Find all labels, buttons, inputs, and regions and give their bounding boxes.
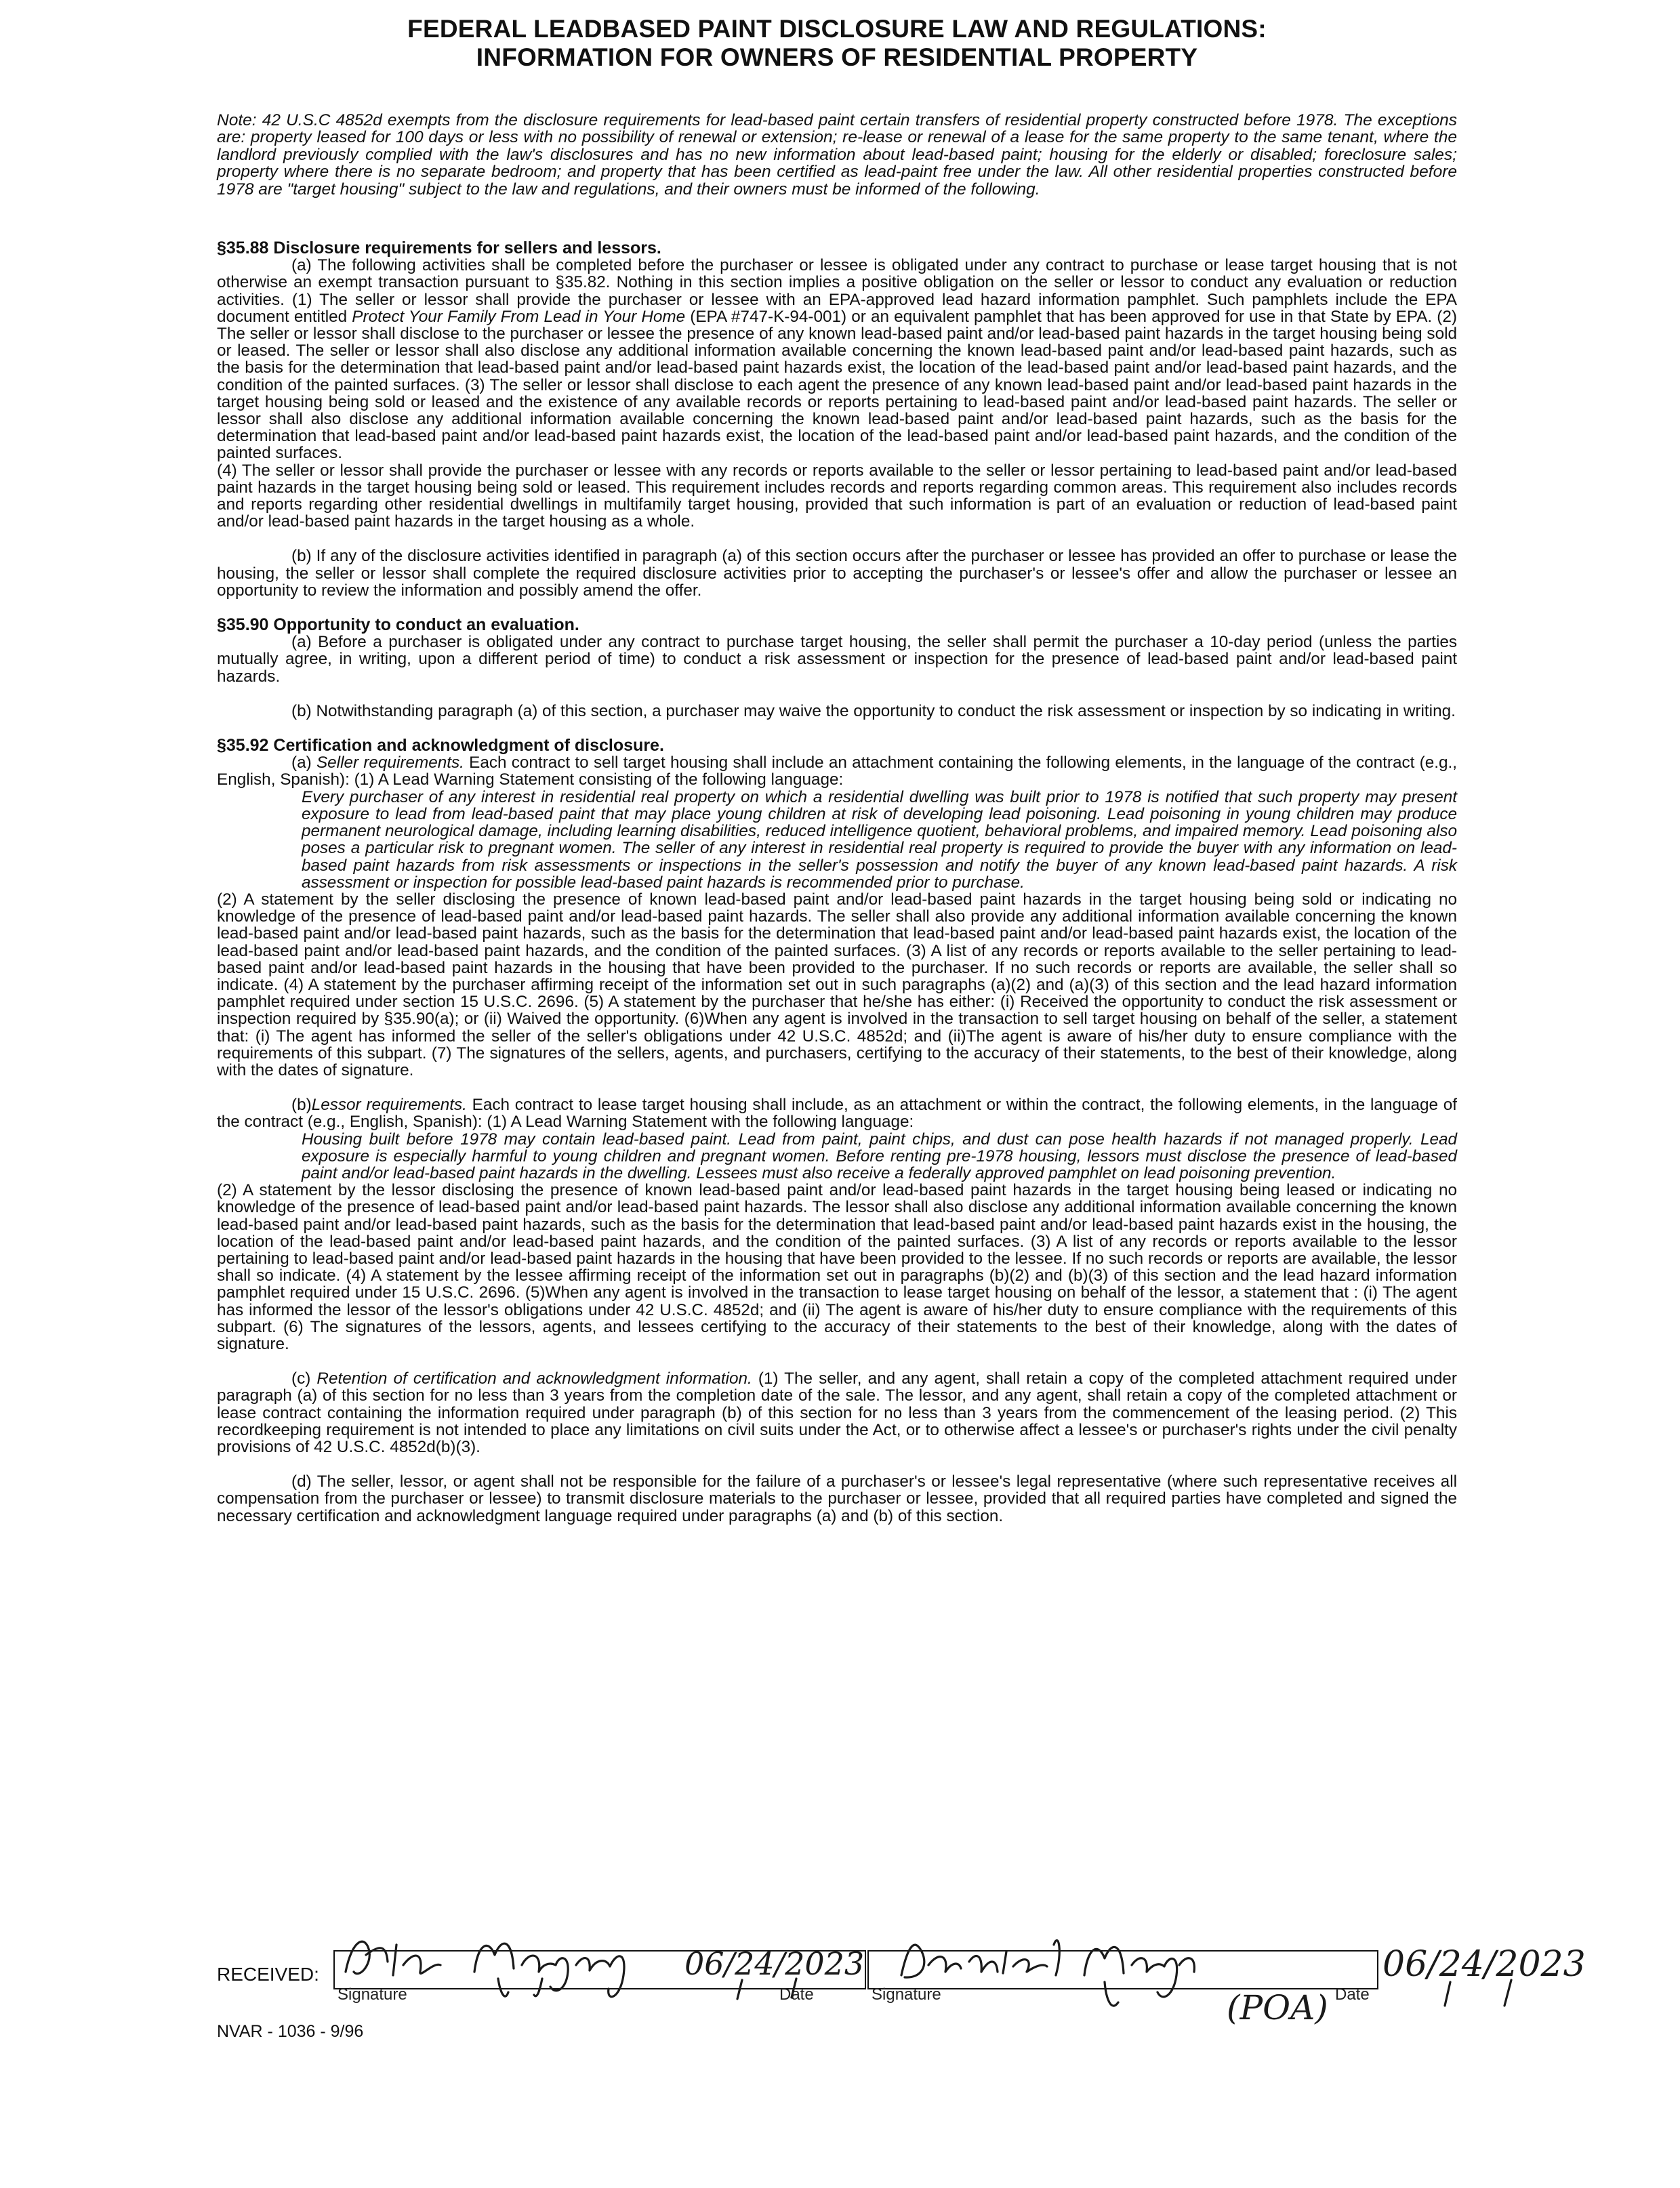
retention-title: Retention of certification and acknowledgment information. (316, 1369, 752, 1388)
section-35-90-b: (b) Notwithstanding paragraph (a) of this section, a purchaser may waive the opportunity to conduct the risk assessment or inspection by so indicating in writing. (291, 701, 1456, 720)
section-35-92-a-intro-text: Each contract to sell target housing shall include an attachment containing the following elements, in the language of the contract (e.g., English, Spanish): (1) A Lead Warning Statement consisting of the following language: (217, 754, 1457, 789)
lessor-lead-warning-statement: Housing built before 1978 may contain lead-based paint. Lead from paint, paint chips, and dust can pose health hazards if not managed properly. Lead exposure is especially harmful to young children and pregnant women. Before renting pre-1978 housing, lessors must disclose the presence of lead-based paint and/or lead-based paint hazards in the dwelling. Lessees must also receive a federally approved pamphlet on lead poisoning prevention. (302, 1130, 1457, 1182)
pamphlet-title: Protect Your Family From Lead in Your Home (352, 307, 686, 326)
signature-caption-1: Signature (337, 1985, 407, 2004)
handwritten-date-2 (1369, 1924, 1667, 2040)
section-35-92-heading: §35.92 Certification and acknowledgment of disclosure. (217, 736, 664, 756)
section-35-88-a (217, 257, 1457, 461)
section-35-92-b-label: (b) (291, 1096, 312, 1115)
handwritten-signature-2 (881, 1924, 1261, 2026)
handwritten-signature-1 (339, 1924, 718, 2006)
section-35-92-a-intro (217, 754, 1457, 788)
section-35-92-c-label: (c) (291, 1369, 317, 1388)
section-35-92-d: (d) The seller, lessor, or agent shall not be responsible for the failure of a purchaser's or lessee's legal representative (where such representative receives all compensation from the purchaser or lessee) to transmit disclosure materials to the purchaser or lessee, provided that all required parties have completed and signed the necessary certification and acknowledgment language required under paragraphs (a) and (b) of this section. (217, 1472, 1457, 1525)
section-35-88-a-4: (4) The seller or lessor shall provide the purchaser or lessee with any records or reports available to the seller or lessor pertaining to lead-based paint and/or lead-based paint hazards in the target housing being sold or leased. This requirement includes records and reports regarding common areas. This requirement also includes records and reports regarding other residential dwellings in multifamily target housing, provided that such information is part of an evaluation or reduction of lead-based paint and/or lead-based paint hazards in the target housing as a whole. (217, 461, 1457, 531)
section-35-92-b-intro-text: Each contract to lease target housing shall include, as an attachment or within the contract, the following elements, in the language of the contract (e.g., English, Spanish): (1) A Lead Warning Statement with the following language: (217, 1096, 1457, 1132)
section-35-92-c-text: (1) The seller, and any agent, shall retain a copy of the completed attachment required under paragraph (a) of this section for no less than 3 years from the completion date of the sale. The lessor, and any agent, shall retain a copy of the completed attachment or lease contract containing the information required under paragraph (b) of this section for no less than 3 years from the commencement of the leasing period. (2) This recordkeeping requirement is not intended to place any limitations on civil suits under the Act, or to otherwise affect a lessee's or purchaser's rights under the civil penalty provisions of 42 U.S.C. 4852d(b)(3). (217, 1369, 1457, 1456)
lessor-requirements-title: Lessor requirements. (311, 1096, 467, 1115)
seller-lead-warning-statement: Every purchaser of any interest in residential real property on which a residential dwelling was built prior to 1978 is notified that such property may present exposure to lead from lead-based paint that may place young children at risk of developing lead poisoning. Lead poisoning in young children may produce permanent neurological damage, including learning disabilities, reduced intelligence quotient, behavioral problems, and impaired memory. Lead poisoning also poses a particular risk to pregnant women. The seller of any interest in residential real property is required to provide the buyer with any information on lead-based paint hazards from risk assessments or inspections in the seller's possession and notify the buyer of any known lead-based paint hazards. A risk assessment or inspection for possible lead-based paint hazards is recommended prior to purchase. (302, 787, 1457, 892)
section-35-88-a-text-1: (a) The following activities shall be completed before the purchaser or lessee is obligated under any contract to purchase or lease target housing that is not otherwise an exempt transaction pursuant to §35.82. Nothing in this section implies a positive obligation on the seller or lessor to conduct any evaluation or reduction activities. (1) The seller or lessor shall provide the purchaser or lessee with an EPA-approved lead hazard information pamphlet. Such pamphlets include the EPA document entitled (217, 256, 1457, 326)
section-35-90-heading: §35.90 Opportunity to conduct an evaluation. (217, 615, 579, 635)
signature-caption-2: Signature (872, 1985, 941, 2004)
date-caption-2: Date (1335, 1985, 1370, 2004)
title-line-1: FEDERAL LEADBASED PAINT DISCLOSURE LAW AND REGULATIONS: (407, 15, 1267, 43)
seller-requirements-title: Seller requirements. (316, 754, 464, 772)
handwritten-poa-text: (POA) (1227, 1988, 1328, 2027)
handwritten-date-2-text: 06/24/2023 (1382, 1944, 1586, 1985)
received-label: RECEIVED: (217, 1964, 319, 1985)
handwritten-date-1-text: 06/24/2023 (684, 1945, 865, 1982)
received-signature-row (217, 1924, 1680, 2033)
section-35-92-b-intro (217, 1096, 1457, 1130)
section-35-90-a: (a) Before a purchaser is obligated under any contract to purchase target housing, the seller shall permit the purchaser a 10-day period (unless the parties mutually agree, in writing, upon a different period of time) to conduct a risk assessment or inspection for the presence of lead-based paint and/or lead-based paint hazards. (217, 633, 1457, 686)
regulation-body (217, 240, 1457, 1525)
document-title (217, 15, 1457, 72)
exemption-note: Note: 42 U.S.C 4852d exempts from the disclosure requirements for lead-based paint certain transfers of residential property constructed before 1978. The exceptions are: property leased for 100 days or less with no possibility of renewal or extension; re-lease or renewal of a lease for the same property to the same tenant, where the landlord previously complied with the law's disclosures and has no new information about lead-based paint; housing for the elderly or disabled; foreclosure sales; property where there is no separate bedroom; and property that has been certified as lead-paint free under the law. All other residential properties constructed before 1978 are "target housing" subject to the law and regulations, and their owners must be informed of the following. (217, 110, 1457, 199)
handwritten-poa-annotation (1220, 1965, 1355, 2040)
section-35-92-c (217, 1370, 1457, 1456)
section-35-88-heading: §35.88 Disclosure requirements for sellers and lessors. (217, 239, 661, 257)
section-35-92-b-elements: (2) A statement by the lessor disclosing the presence of known lead-based paint and/or lead-based paint hazards in the target housing being leased or indicating no knowledge of the presence of lead-based paint and/or lead-based paint hazards. The lessor shall also disclose any additional information available concerning the known lead-based paint and/or lead-based paint hazards, such as the basis for the determination that lead-based paint and/or lead-based paint hazards exist in the housing, the location of the lead-based paint and/or lead-based paint hazards, and the condition of the painted surfaces. (3) A list of any records or reports available to the lessor pertaining to lead-based paint and/or lead-based paint hazards in the housing that have been provided to the lessee. If no such records or reports are available, the lessor shall so indicate. (4) A statement by the lessee affirming receipt of the information set out in paragraphs (b)(2) and (b)(3) of this section and the lead hazard information pamphlet required under 15 U.S.C. 2696. (5)When any agent is involved in the transaction to lease target housing on behalf of the lessor, a statement that : (i) The agent has informed the lessor of the lessor's obligations under 42 U.S.C. 4852d; and (ii) The agent is aware of his/her duty to ensure compliance with the requirements of this subpart. (6) The signatures of the lessors, agents, and lessees certifying to the accuracy of their statements to the best of their knowledge, along with the dates of signature. (217, 1181, 1457, 1353)
section-35-92-a-label: (a) (291, 754, 316, 772)
title-line-2: INFORMATION FOR OWNERS OF RESIDENTIAL PROPERTY (476, 43, 1198, 71)
date-caption-1: Date (779, 1985, 814, 2004)
section-35-88-b: (b) If any of the disclosure activities identified in paragraph (a) of this section occurs after the purchaser or lessee has provided an offer to purchase or lease the housing, the seller or lessor shall complete the required disclosure activities prior to accepting the purchaser's or lessee's offer and allow the purchaser or lessee an opportunity to review the information and possibly amend the offer. (217, 547, 1457, 600)
handwritten-date-1 (678, 1924, 874, 2006)
form-identifier: NVAR - 1036 - 9/96 (217, 2022, 364, 2041)
section-35-92-a-elements: (2) A statement by the seller disclosing the presence of known lead-based paint and/or lead-based paint hazards in the target housing being sold or indicating no knowledge of the presence of lead-based paint and/or lead-based paint hazards. The seller shall also provide any additional information available concerning the known lead-based paint and/or lead-based paint hazards, such as the basis for the determination that lead-based paint and/or lead-based paint hazards exist, the location of the lead-based paint and/or lead-based paint hazards, and the condition of the painted surfaces. (3) A list of any records or reports available to the seller pertaining to lead-based paint and/or lead-based paint hazards in the housing that have been provided to the purchaser. If no such records or reports are available, the seller shall so indicate. (4) A statement by the purchaser affirming receipt of the information set out in such paragraphs (a)(2) and (a)(3) of this section and the lead hazard information pamphlet required under section 15 U.S.C. 2696. (5) A statement by the purchaser that he/she has either: (i) Received the opportunity to conduct the risk assessment or inspection required by §35.90(a); or (ii) Waived the opportunity. (6)When any agent is involved in the transaction to sell target housing on behalf of the seller, a statement that: (i) The agent has informed the seller of the seller's obligations under 42 U.S.C. 4852d; and (ii)The agent is aware of his/her duty to ensure compliance with the requirements of this subpart. (7) The signatures of the sellers, agents, and purchasers, certifying to the accuracy of their statements, to the best of their knowledge, along with the dates of signature. (217, 890, 1457, 1079)
section-35-88-a-text-2: (EPA #747-K-94-001) or an equivalent pamphlet that has been approved for use in that State by EPA. (2) The seller or lessor shall disclose to the purchaser or lessee the presence of any known lead-based paint and/or lead-based paint hazards in the target housing being sold or leased. The seller or lessor shall also disclose any additional information available concerning the known lead-based paint and/or lead-based paint hazards, such as the basis for the determination that lead-based paint and/or lead-based paint hazards exist, the location of the lead-based paint and/or lead-based paint hazards, and the condition of the painted surfaces. (3) The seller or lessor shall disclose to each agent the presence of any known lead-based paint and/or lead-based paint hazards in the target housing being sold or leased and the existence of any available records or reports pertaining to lead-based paint and/or lead-based paint hazards. The seller or lessor shall also disclose any additional information available concerning the known lead-based paint and/or lead-based paint hazards, such as the basis for the determination that lead-based paint and/or lead-based paint hazards exist, the location of the lead-based paint and/or lead-based paint hazards, and the condition of the painted surfaces. (217, 307, 1457, 463)
